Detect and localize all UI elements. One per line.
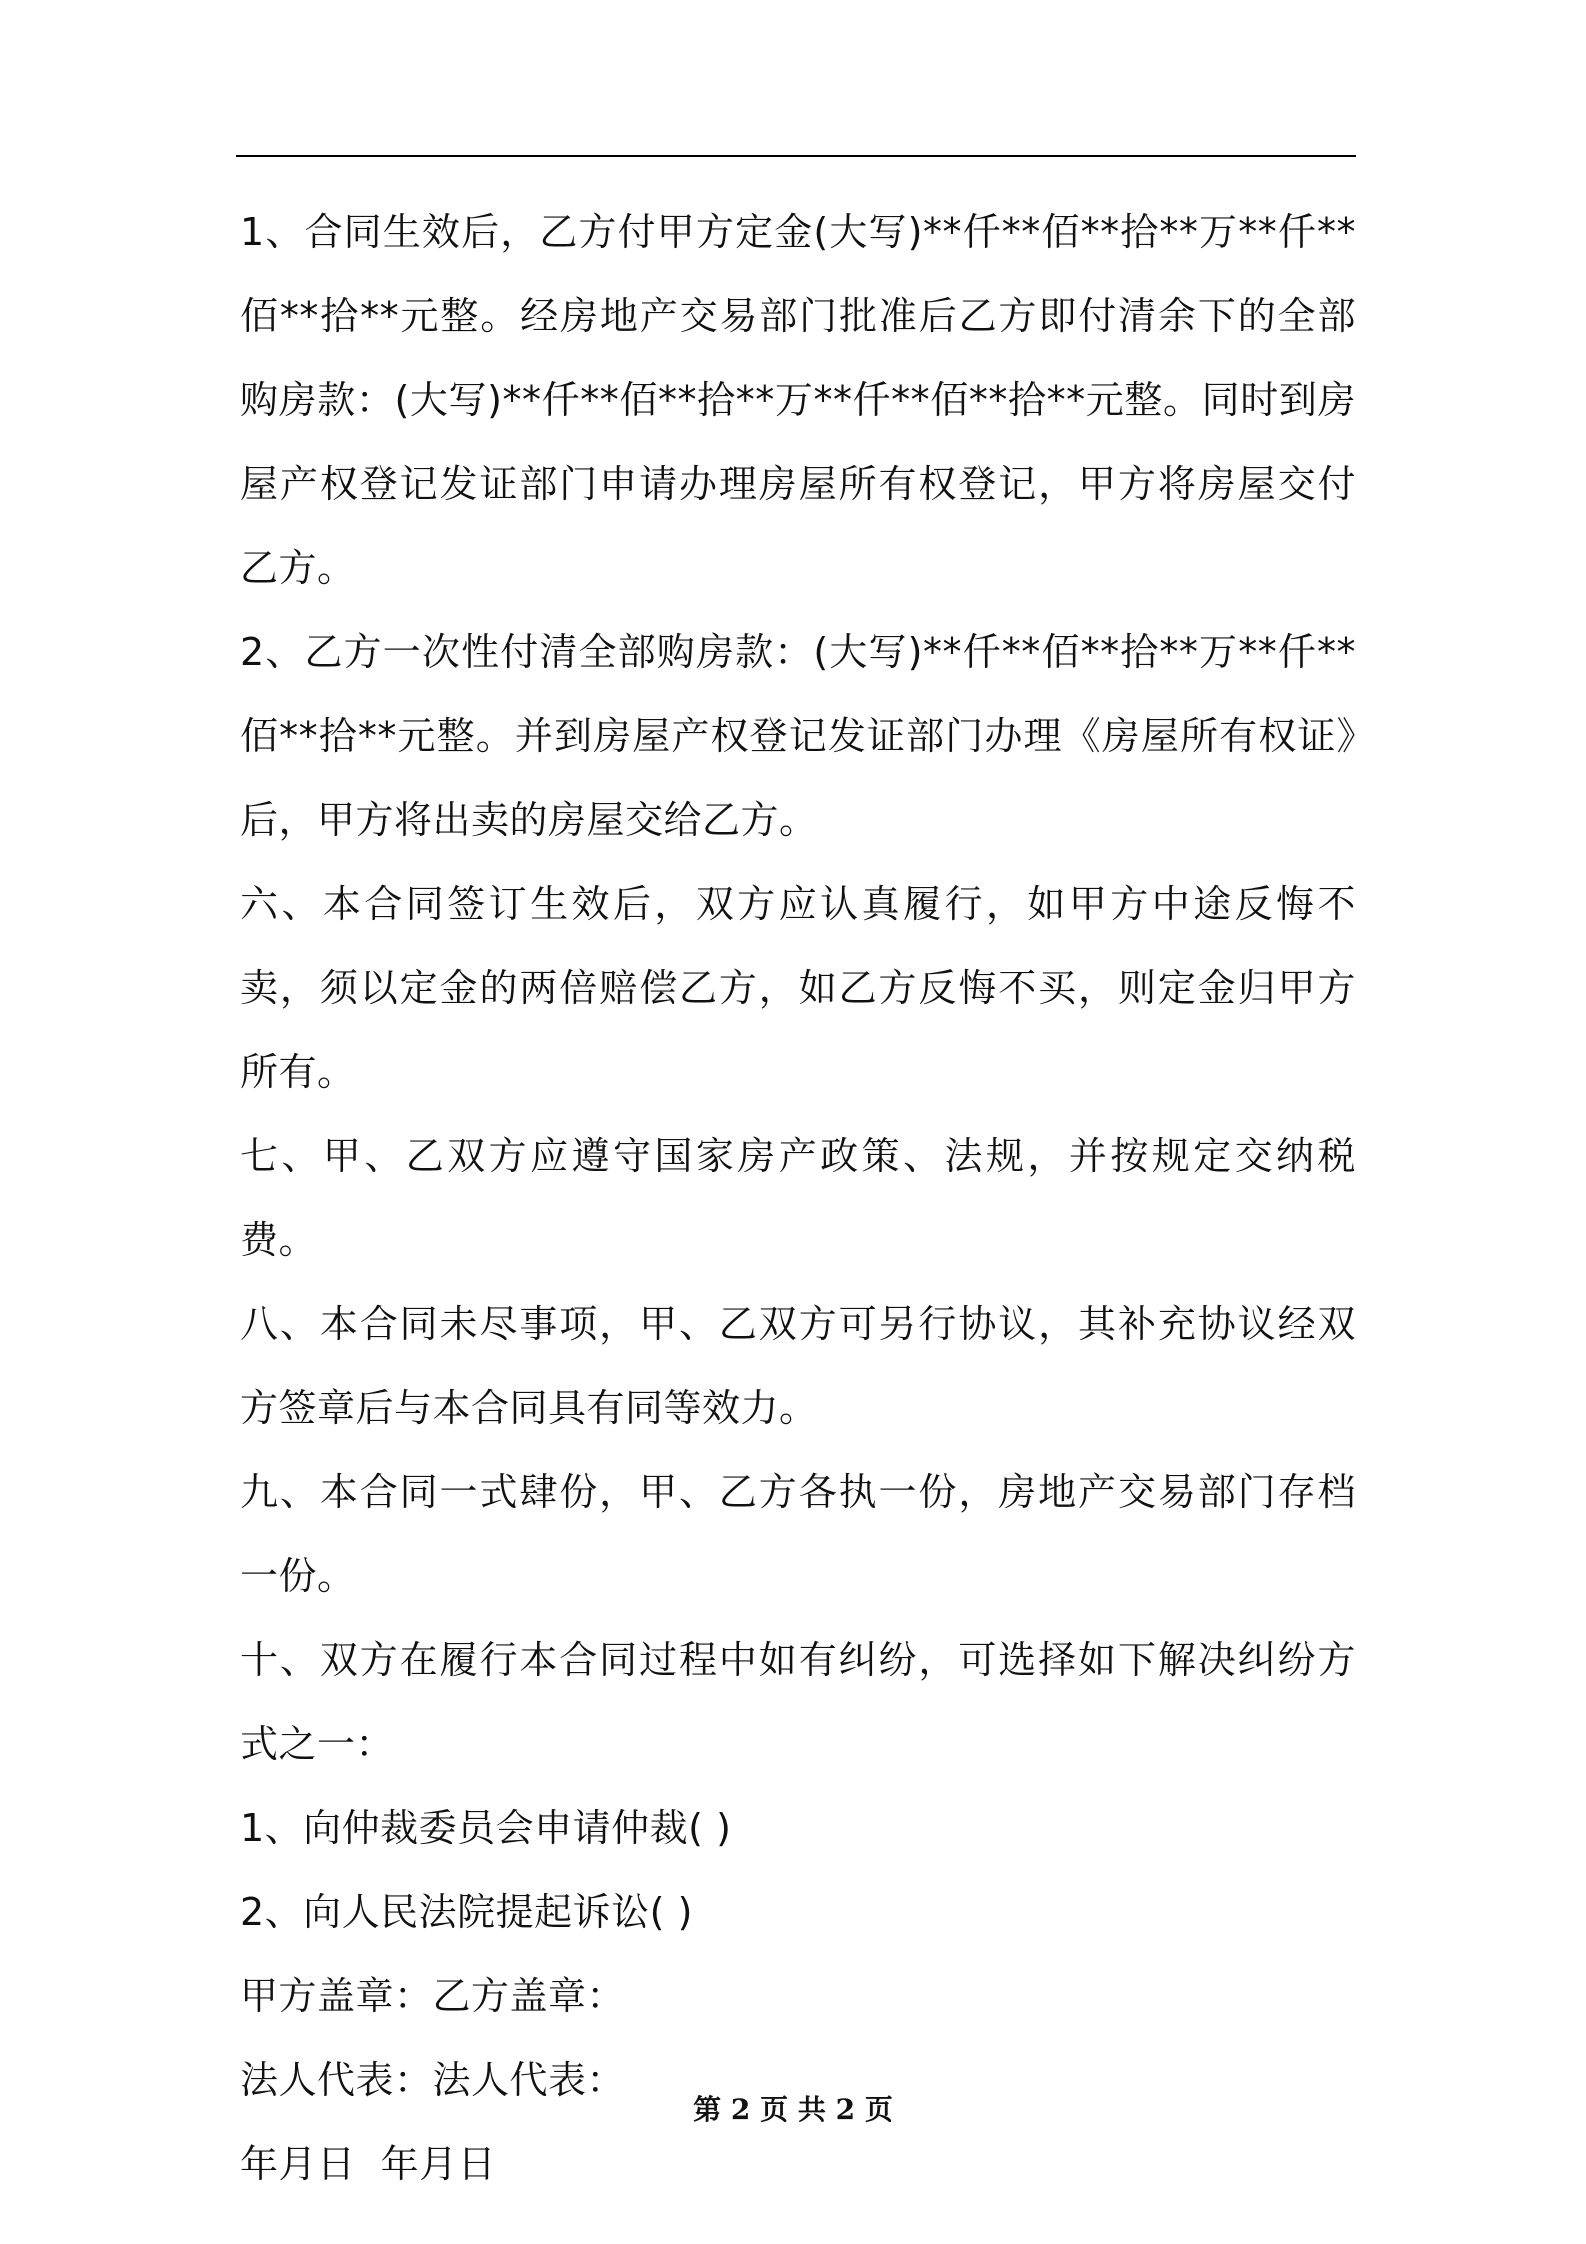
- seal-line: 甲方盖章：乙方盖章：: [240, 1974, 626, 2018]
- header-rule: [236, 155, 1356, 157]
- clause-seven: 七、甲、乙双方应遵守国家房产政策、法规，并按规定交纳税费。: [240, 1134, 1356, 1262]
- dispute-option-litigation: 2、向人民法院提起诉讼( ): [240, 1890, 693, 1934]
- clause-ten: 十、双方在履行本合同过程中如有纠纷，可选择如下解决纠纷方式之一：: [240, 1638, 1356, 1766]
- legal-representative-line: 法人代表：法人代表：: [240, 2058, 626, 2102]
- document-body: [240, 190, 1356, 2206]
- date-line: 年月日 年月日: [240, 2142, 497, 2186]
- clause-eight: 八、本合同未尽事项，甲、乙双方可另行协议，其补充协议经双方签章后与本合同具有同等效力。: [240, 1302, 1356, 1430]
- payment-clause-2: 2、乙方一次性付清全部购房款：(大写)**仟**佰**拾**万**仟**佰**拾**元整。并到房屋产权登记发证部门办理《房屋所有权证》后，甲方将出卖的房屋交给乙方。: [240, 630, 1356, 842]
- page-number: 第 2 页 共 2 页: [693, 2093, 893, 2126]
- payment-clause-1: 1、合同生效后，乙方付甲方定金(大写)**仟**佰**拾**万**仟**佰**拾**元整。经房地产交易部门批准后乙方即付清余下的全部购房款：(大写)**仟**佰**拾**万**仟**佰**拾**元整。同时到房屋产权登记发证部门申请办理房屋所有权登记，甲方将房屋交付乙方。: [240, 210, 1356, 590]
- clause-six: 六、本合同签订生效后，双方应认真履行，如甲方中途反悔不卖，须以定金的两倍赔偿乙方，如乙方反悔不买，则定金归甲方所有。: [240, 882, 1356, 1094]
- clause-nine: 九、本合同一式肆份，甲、乙方各执一份，房地产交易部门存档一份。: [240, 1470, 1356, 1598]
- dispute-option-arbitration: 1、向仲裁委员会申请仲裁( ): [240, 1806, 732, 1850]
